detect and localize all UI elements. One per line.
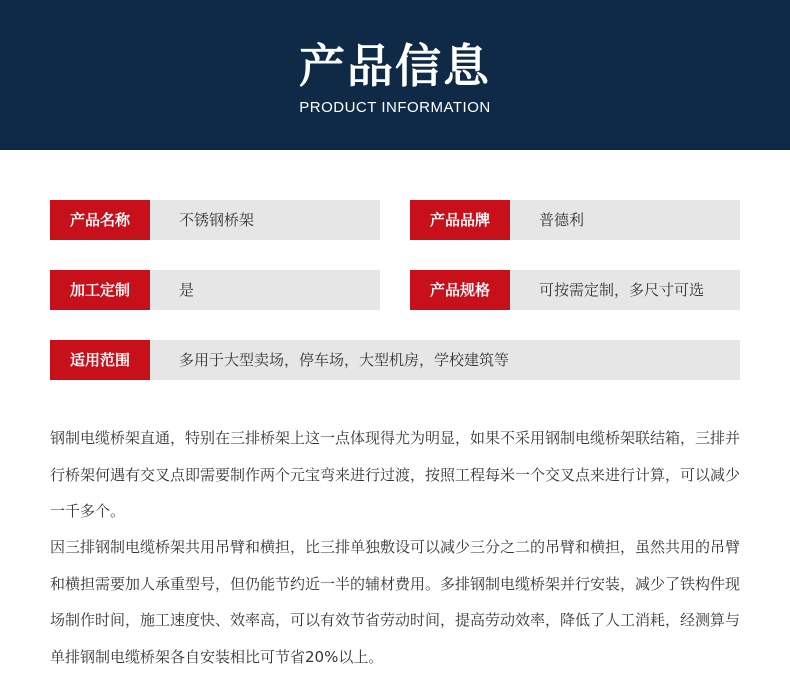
- spec-row-customization: [50, 270, 380, 310]
- spec-value: 多用于大型卖场，停车场，大型机房，学校建筑等: [150, 340, 740, 380]
- spec-row-brand: [410, 200, 740, 240]
- header-banner: [0, 0, 790, 150]
- spec-value: 普德利: [510, 200, 740, 240]
- spec-row-specification: [410, 270, 740, 310]
- spec-value: 是: [150, 270, 380, 310]
- description-paragraph: 因三排钢制电缆桥架共用吊臂和横担，比三排单独敷设可以减少三分之二的吊臂和横担，虽然共用的吊臂和横担需要加人承重型号，但仍能节约近一半的辅材费用。多排钢制电缆桥架并行安装，减少了铁构件现场制作时间，施工速度快、效率高，可以有效节省劳动时间，提高劳动效率，降低了人工消耗，经测算与单排钢制电缆桥架各自安装相比可节省20%以上。: [50, 538, 741, 666]
- page-title: 产品信息: [299, 39, 491, 93]
- spec-label: 产品规格: [410, 270, 510, 310]
- description-paragraph: 钢制电缆桥架直通，特别在三排桥架上这一点体现得尤为明显，如果不采用钢制电缆桥架联结箱，三排并行桥架何遇有交叉点即需要制作两个元宝弯来进行过渡，按照工程每米一个交叉点来进行计算，可以减少一千多个。: [50, 429, 741, 520]
- spec-value: 不锈钢桥架: [150, 200, 380, 240]
- spec-value: 可按需定制，多尺寸可选: [510, 270, 740, 310]
- spec-label: 加工定制: [50, 270, 150, 310]
- spec-row-application: [50, 340, 740, 380]
- spec-label: 产品名称: [50, 200, 150, 240]
- spec-label: 适用范围: [50, 340, 150, 380]
- spec-label: 产品品牌: [410, 200, 510, 240]
- page-subtitle: PRODUCT INFORMATION: [299, 99, 491, 116]
- spec-row-product-name: [50, 200, 380, 240]
